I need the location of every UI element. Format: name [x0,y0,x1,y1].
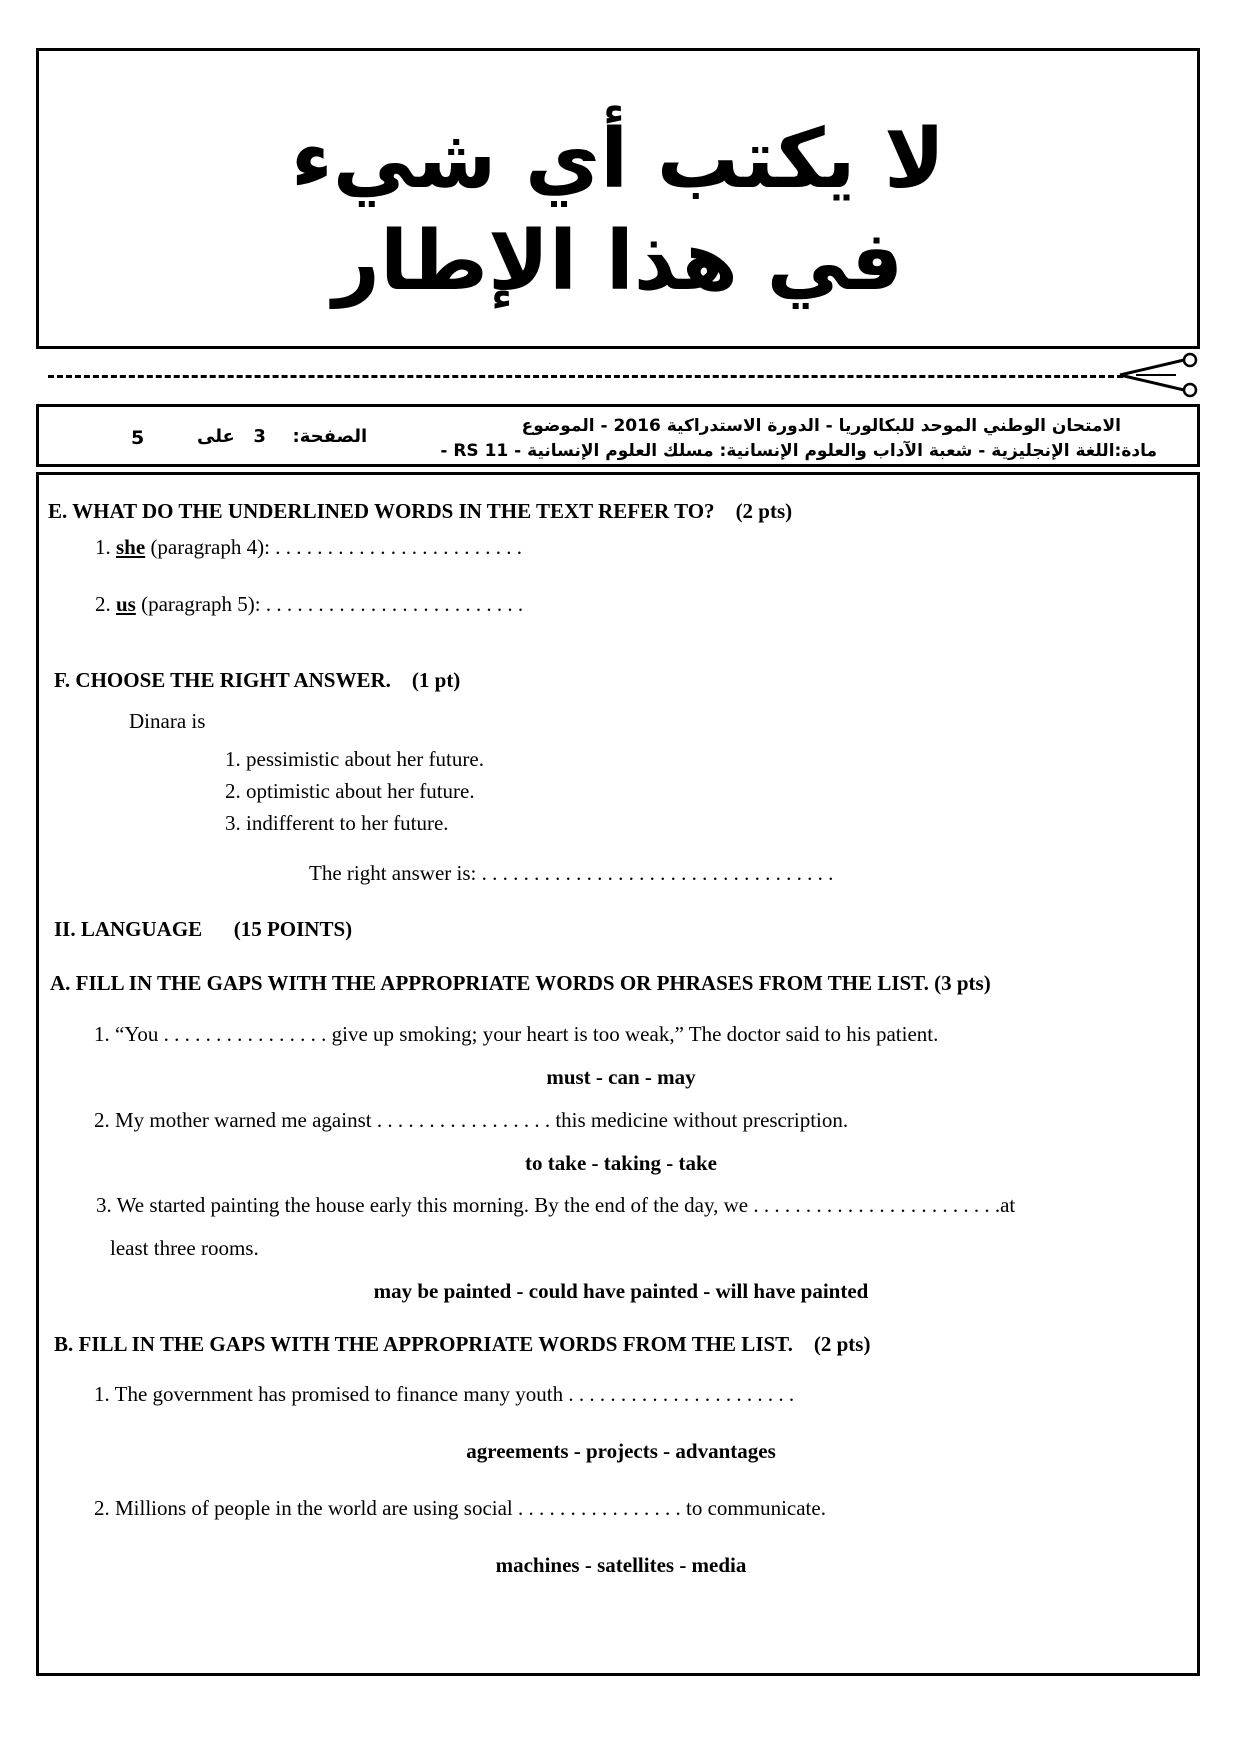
page-indicator [197,426,367,447]
total-pages: 5 [131,427,145,449]
section-f-title: F. CHOOSE THE RIGHT ANSWER. [54,668,391,692]
page-label: الصفحة: [292,426,368,447]
answer-blank: (paragraph 4): . . . . . . . . . . . . . . . . . . . . . . . . [150,535,522,559]
section-e-points: (2 pts) [735,499,793,523]
section-e-item-1 [95,535,522,560]
exam-header [36,404,1200,467]
section-b-item-1: 1. The government has promised to finance many youth . . . . . . . . . . . . . . . . . . . . . . [94,1382,795,1406]
language-points: (15 POINTS) [233,917,353,941]
section-b-item-2: 2. Millions of people in the world are using social . . . . . . . . . . . . . . . . to communicate. [94,1496,826,1520]
section-a-heading: A. FILL IN THE GAPS WITH THE APPROPRIATE WORDS OR PHRASES FROM THE LIST. (3 pts) [50,971,991,995]
scissors-icon [1118,352,1200,398]
section-b-item-2-options: machines - satellites - media [495,1553,747,1577]
section-f-stem: Dinara is [129,709,206,733]
underlined-word: she [116,535,146,559]
section-f-option-2: 2. optimistic about her future. [225,779,475,803]
section-a-item-3-options: may be painted - could have painted - will have painted [373,1279,869,1303]
item-number: 1. [95,535,111,559]
language-title: II. LANGUAGE [54,917,203,941]
section-a-item-1: 1. “You . . . . . . . . . . . . . . . . give up smoking; your heart is too weak,” The doctor said to his patient. [94,1022,939,1046]
section-f-option-1: 1. pessimistic about her future. [225,747,484,771]
section-e-item-2 [95,592,523,617]
section-a-item-2-options: to take - taking - take [525,1151,717,1175]
item-number: 2. [95,592,111,616]
section-f-points: (1 pt) [411,668,461,692]
section-a-item-3-continued: least three rooms. [110,1236,259,1260]
exam-header-line-1: الامتحان الوطني الموحد للبكالوريا - الدورة الاستدراكية 2016 - الموضوع [521,416,1121,436]
section-b-heading [54,1332,870,1357]
section-b-points: (2 pts) [813,1332,871,1356]
answer-blank: (paragraph 5): . . . . . . . . . . . . . . . . . . . . . . . . . [141,592,524,616]
section-a-item-3: 3. We started painting the house early this morning. By the end of the day, we . . . . . . . . . . . . . . . . . . . . . . . .at [96,1193,1016,1217]
section-f-answer-line: The right answer is: . . . . . . . . . . . . . . . . . . . . . . . . . . . . . . . . . . [309,861,834,885]
exam-content [36,472,1200,1676]
page-number: 3 [253,426,266,447]
section-f-option-3: 3. indifferent to her future. [225,811,449,835]
section-f-heading [54,668,460,693]
exam-header-line-2: مادة:اللغة الإنجليزية - شعبة الآداب والعلوم الإنسانية: مسلك العلوم الإنسانية - RS 11 - [440,441,1157,461]
section-a-item-1-options: must - can - may [546,1065,696,1089]
section-b-title: B. FILL IN THE GAPS WITH THE APPROPRIATE WORDS FROM THE LIST. [54,1332,793,1356]
banner-line-2: في هذا الإطار [332,214,904,309]
section-a-item-2: 2. My mother warned me against . . . . . . . . . . . . . . . . . this medicine without prescription. [94,1108,849,1132]
section-e-title: E. WHAT DO THE UNDERLINED WORDS IN THE TEXT REFER TO? [48,499,715,523]
section-e-heading [48,499,792,524]
cut-line [48,375,1123,378]
do-not-write-frame [36,48,1200,349]
underlined-word: us [116,592,136,616]
of-label: على [197,426,235,447]
section-b-item-1-options: agreements - projects - advantages [466,1439,776,1463]
language-heading [54,917,352,942]
banner-line-1: لا يكتب أي شيء [290,112,946,207]
